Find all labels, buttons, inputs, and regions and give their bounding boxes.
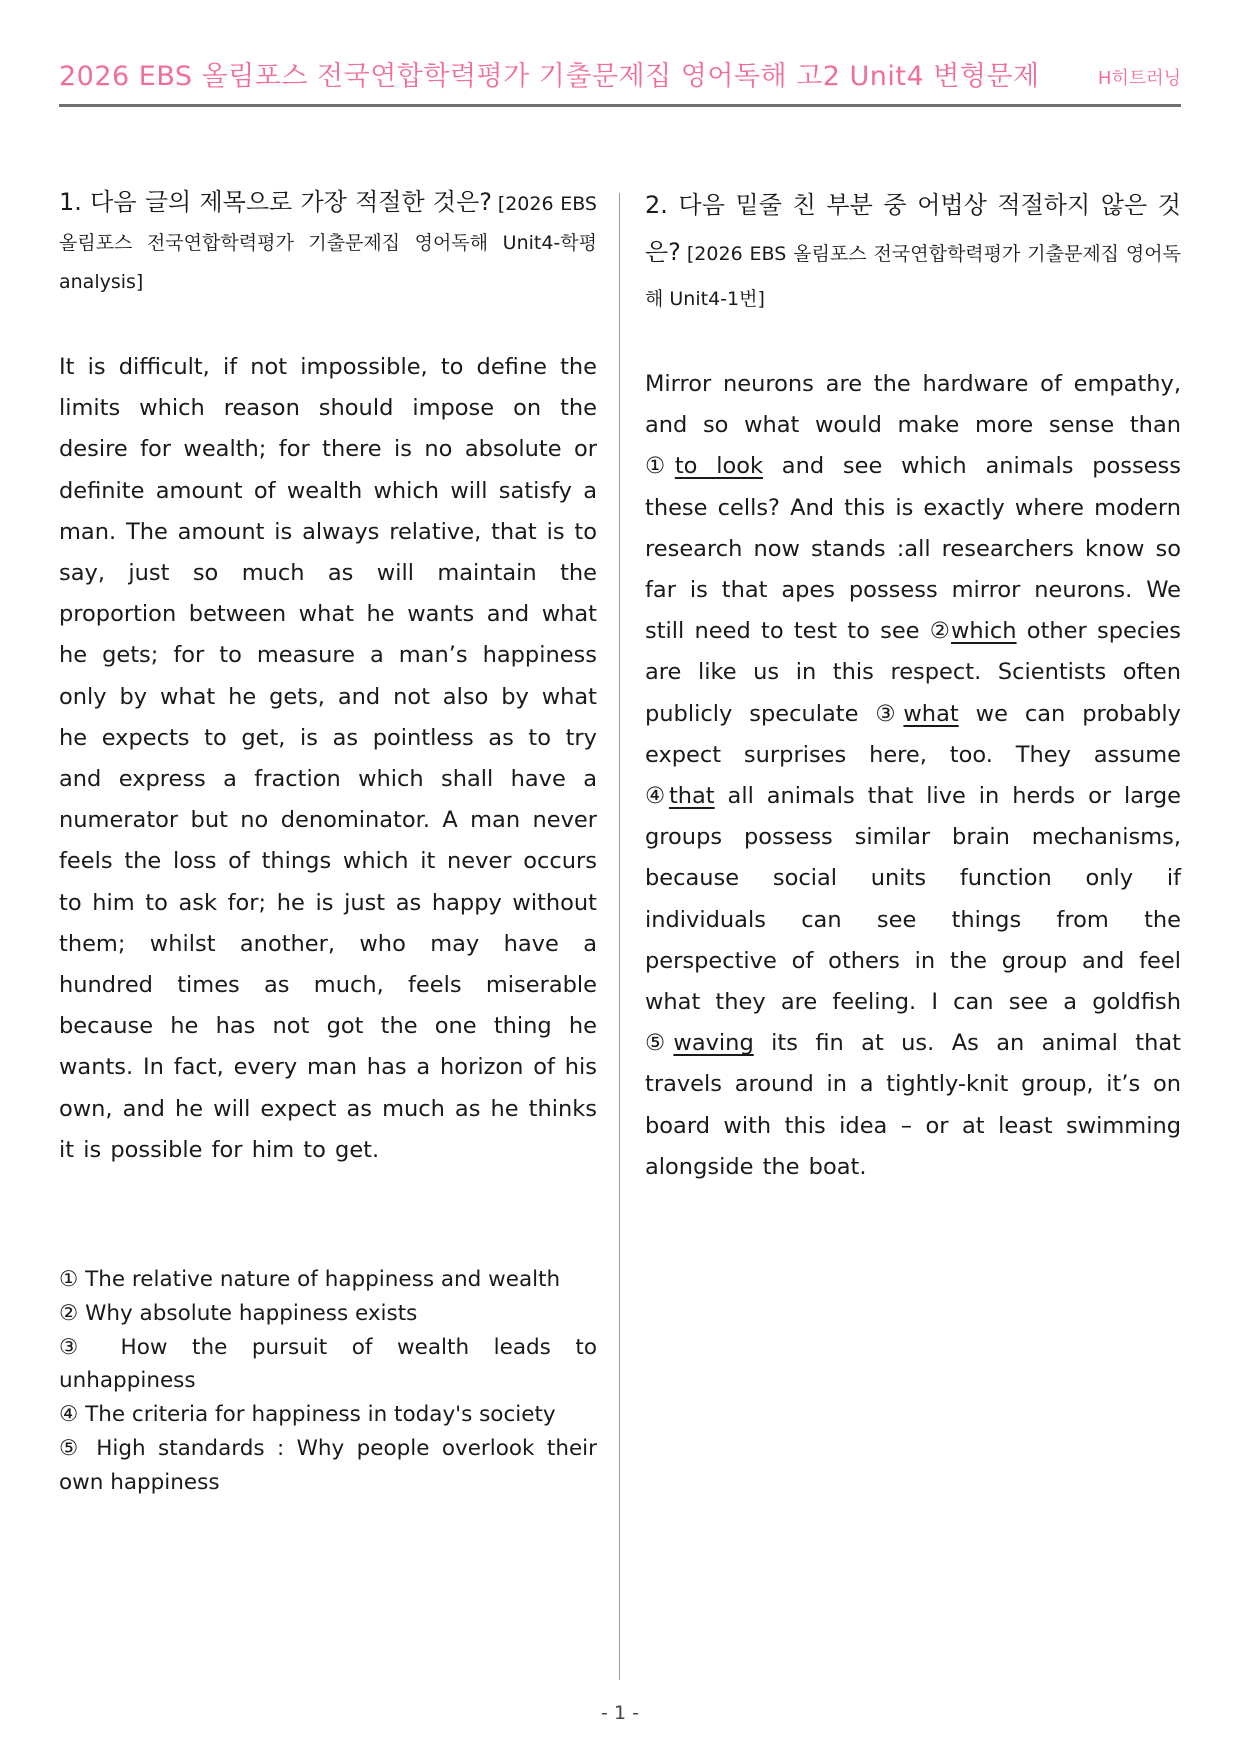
- choice-4[interactable]: ④ The criteria for happiness in today's society: [59, 1402, 556, 1428]
- page-header: [59, 48, 1181, 107]
- choice-1[interactable]: ① The relative nature of happiness and wealth: [59, 1267, 561, 1293]
- marker-5: ⑤: [645, 1030, 674, 1057]
- question-1-heading: [59, 183, 597, 302]
- question-2-passage: [645, 364, 1181, 1188]
- passage-segment: we can probably expect surprises here, too. They assume: [645, 700, 1181, 768]
- question-1-title: 1. 다음 글의 제목으로 가장 적절한 것은?: [59, 188, 493, 216]
- question-2-source: [2026 EBS 올림포스 전국연합학력평가 기출문제집 영어독해 Unit4-1번]: [645, 243, 1181, 310]
- passage-segment: Mirror neurons are the hardware of empathy, and so what would make more sense than: [645, 371, 1181, 439]
- question-1-source: [2026 EBS 올림포스 전국연합학력평가 기출문제집 영어독해 Unit4-학평analysis]: [59, 193, 597, 293]
- choice-3[interactable]: ③ How the pursuit of wealth leads to unhappiness: [59, 1334, 597, 1394]
- header-brand: H히트러닝: [1097, 68, 1181, 89]
- question-1-passage: It is difficult, if not impossible, to define the limits which reason should impose on the desire for wealth; for there is no absolute or definite amount of wealth which will satisfy a man. The amount is always relative, that is to say, just so much as will maintain the proportion between what he wants and what he gets; for to measure a man’s happiness only by what he gets, and not also by what he expects to get, is as pointless as to try and express a fraction which shall have a numerator but no denominator. A man never feels the loss of things which it never occurs to him to ask for; he is just as happy without them; whilst another, who may have a hundred times as much, feels miserable because he has not got the one thing he wants. In fact, every man has a horizon of his own, and he will expect as much as he thinks it is possible for him to get.: [59, 354, 597, 1163]
- question-2: [645, 183, 1181, 1188]
- passage-segment: all animals that live in herds or large groups possess similar brain mechanisms, because social units function only if individuals can see things from the perspective of others in the group and feel what they are feeling. I can see a goldfish: [645, 783, 1182, 1016]
- marker-3: ③: [875, 700, 904, 727]
- question-2-heading: [645, 183, 1181, 322]
- question-2-title: 2. 다음 밑줄 친 부분 중 어법상 적절하지 않은 것은?: [645, 191, 1181, 266]
- underlined-option-4[interactable]: that: [668, 783, 715, 810]
- marker-2: ②: [929, 618, 952, 645]
- underlined-option-5[interactable]: waving: [673, 1030, 754, 1057]
- underlined-option-2[interactable]: which: [951, 618, 1017, 645]
- marker-4: ④: [645, 783, 669, 810]
- column-divider: [619, 193, 620, 1680]
- passage-segment: its fin at us. As an animal that travels around in a tightly-knit group, it’s on board with this idea – or at least swimming alongside the boat.: [645, 1030, 1181, 1180]
- choice-5[interactable]: ⑤ High standards : Why people overlook their own happiness: [59, 1436, 597, 1495]
- choice-2[interactable]: ② Why absolute happiness exists: [59, 1300, 418, 1326]
- page-number: - 1 -: [601, 1702, 639, 1724]
- question-1: [59, 183, 597, 1500]
- header-title: 2026 EBS 올림포스 전국연합학력평가 기출문제집 영어독해 고2 Unit4 변형문제: [59, 61, 1040, 92]
- question-1-choices: [59, 1263, 597, 1500]
- passage-segment: and see which animals possess these cells? And this is exactly where modern research now stands :all researchers know so far is that apes possess mirror neurons. We still need to test to see: [645, 453, 1181, 645]
- underlined-option-3[interactable]: what: [903, 700, 959, 727]
- underlined-option-1[interactable]: to look: [674, 453, 764, 480]
- passage-segment: other species are like us in this respect. Scientists often publicly speculate: [645, 618, 1182, 727]
- marker-1: ①: [645, 453, 675, 480]
